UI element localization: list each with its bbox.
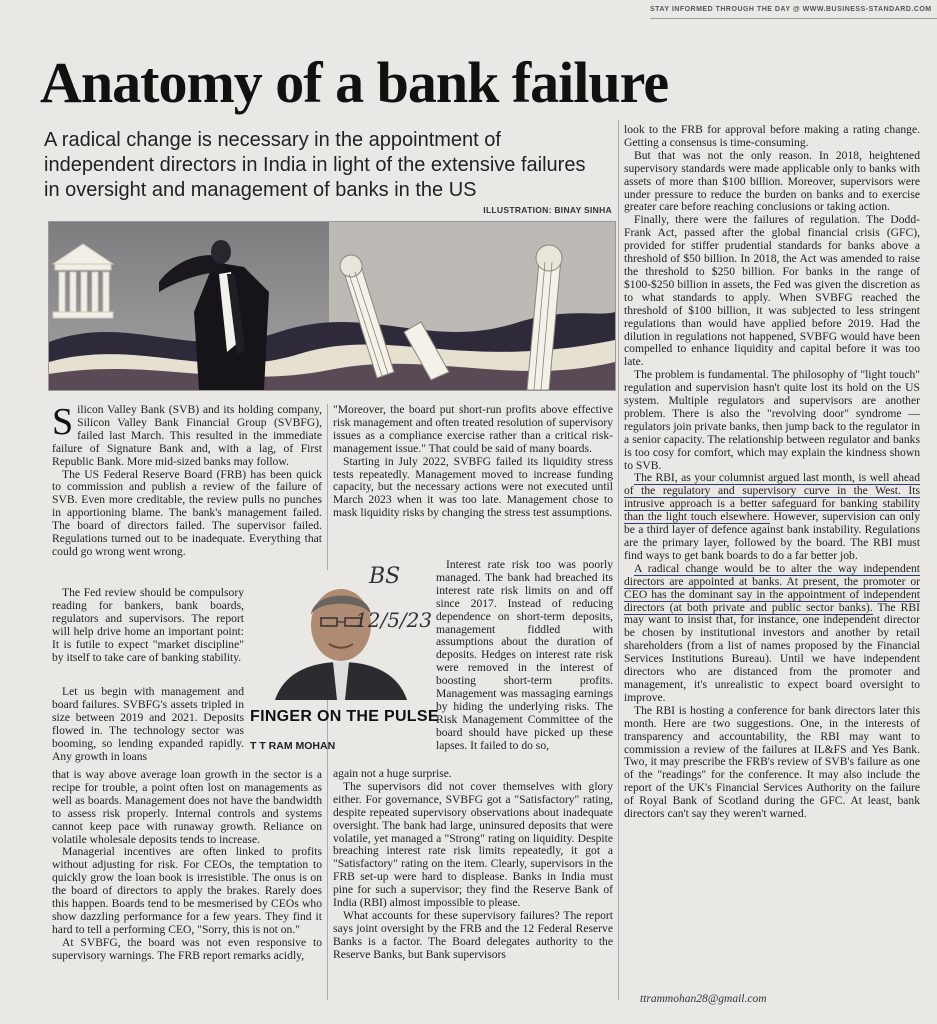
paragraph: But that was not the only reason. In 2018, heightened supervisory standards were made applicable only to banks with assets of more than $100 billion. Moreover, supervisors were under pressure to reduce the burden on banks and to exercise greater care before reaching conclusions or taking action. xyxy=(624,148,920,214)
article-column-3 xyxy=(624,124,920,821)
paragraph: ilicon Valley Bank (SVB) and its holding company, Silicon Valley Bank Financial Group (SVBFG), failed last March. This resulted in the immediate failure of Signature Bank and, with a lag, of First Republic Bank. More mid-sized banks may follow. xyxy=(52,403,322,468)
paragraph: What accounts for these supervisory failures? The report says joint oversight by the FRB and the 12 Federal Reserve Banks is a factor. The Board delegates authority to the Reserve Banks, but Bank supervisors xyxy=(333,908,613,961)
illustration-credit: ILLUSTRATION: BINAY SINHA xyxy=(483,205,612,215)
author-byline: T T RAM MOHAN xyxy=(250,740,336,752)
paragraph: look to the FRB for approval before making a rating change. Getting a consensus is time-consuming. xyxy=(624,123,920,149)
paragraph xyxy=(624,563,920,705)
paragraph: "Moreover, the board put short-run profits above effective risk management and often treated resolution of supervisory issues as a compliance exercise rather than a critical risk-management issue." That could be said of many boards. xyxy=(333,403,613,455)
paragraph xyxy=(624,472,920,562)
paragraph: that is way above average loan growth in the sector is a recipe for trouble, a point often lost on managements as well as boards. Management does not have the bandwidth to assess risk properly. Internal controls and systems cannot keep pace with runaway growth. Reliance on volatile wholesale deposits tends to increase. xyxy=(52,768,322,846)
paragraph: The supervisors did not cover themselves with glory either. For governance, SVBFG got a "Satisfactory" rating, despite repeated supervisory observations about inadequate oversight. The bank had large, uninsured deposits that were volatile, yet managed a "Strong" rating on liquidity. Despite breaching interest rate risk limits repeatedly, it got a "Satisfactory" rating on the item. Clearly, supervisors in the FRB set-up were hard to displease. Banks in India must pine for such a supervisor; they find the Reserve Bank of India (RBI) almost impossible to please. xyxy=(333,779,613,910)
article-column-1-bottom xyxy=(52,769,322,963)
paragraph: The US Federal Reserve Board (FRB) has been quick to commission and publish a review of the failure of SVB. Even more creditable, the review pulls no punches in apportioning blame. The bank's management failed. The board of directors failed. The supervisor failed. Regulations turned out to be inadequate. Everything that could go wrong went wrong. xyxy=(52,467,322,558)
article-deck: A radical change is necessary in the appointment of independent directors in India in light of the extensive failures in oversight and management of banks in the US xyxy=(44,129,586,201)
article-column-1-narrow-2 xyxy=(52,686,244,763)
paragraph-continued: The RBI may want to insist that, for instance, one independent director be chosen by institutional investors and another by retail shareholders (from a list of names proposed by the Financial Services Institutions Bureau). Until we have independent directors who are distanced from the promoter and management, it's unrealistic to expect board oversight to improve. xyxy=(624,600,920,704)
article-column-1-narrow xyxy=(52,587,244,664)
column-name: FINGER ON THE PULSE xyxy=(250,708,439,725)
paragraph: The Fed review should be compulsory reading for bankers, bank boards, regulators and supervisors. The report will help drive home an important point: It is futile to expect "market discipline" by itself to take care of banking stability. xyxy=(52,586,244,664)
paragraph: Finally, there were the failures of regulation. The Dodd-Frank Act, passed after the global financial crisis (GFC), provided for stiffer prudential standards for banks above a threshold of $50 billion. In 2018, the Act was amended to raise the threshold to $250 billion. For banks in the range of $100-$250 billion in assets, the Fed was given the discretion as to what standards to apply. When SVBFG reached the threshold of $100 billion, it was subjected to less stringent regulations than would have applied before 2019. Had the dilution in regulations not happened, SVBFG would have been compelled to enhance liquidity and capital before it was too late. xyxy=(624,213,920,369)
page-title: Anatomy of a bank failure xyxy=(40,50,669,115)
paragraph-continued: However, supervision can only be a third layer of defence against bank instability. Regulations are the primary layer, followed by the board. The RBI must find ways to get bank boards to do a far better job. xyxy=(624,510,921,562)
article-column-2-narrow xyxy=(436,559,613,753)
paragraph: Managerial incentives are often linked to profits without adjusting for risk. For CEOs, the temptation to quickly grow the loan book is irresistible. The onus is on the board of directors to apply the brakes. Rarely does this happen. Boards tend to be mesmerised by CEOs who show dazzling performance for a few years. They find it hard to tell a performing CEO, "Sorry, this is not on." xyxy=(52,845,322,936)
article-column-2-bottom xyxy=(333,768,613,962)
article-illustration xyxy=(48,221,616,391)
bank-pillars-illustration-icon xyxy=(49,222,615,390)
underlined-passage: A radical change would be to alter the way independent directors are appointed at banks. At present, the promoter or CEO has the dominant say in the appointment of independent directors (at both private and public sector banks). xyxy=(624,561,920,614)
handwritten-note xyxy=(355,564,435,644)
paragraph: Let us begin with management and board failures. SVBFG's assets tripled in size between 2019 and 2021. Deposits flowed in. The technology sector was booming, so lending expanded rapidly. Any growth in loans xyxy=(52,685,244,763)
underlined-passage: The RBI, as your columnist argued last month, is well ahead of the regulatory and supervisory curve in the West. Its intrusive approach is a better safeguard for banking stability than the light touch elsewhere. xyxy=(624,471,920,524)
hand-date: 12/5/23 xyxy=(355,608,433,632)
column-rule xyxy=(618,120,619,1000)
drop-cap: S xyxy=(52,401,74,443)
paragraph: Starting in July 2022, SVBFG failed its liquidity stress tests repeatedly. Management moved to increase funding capacity, but the necessary actions were not executed until March 2023 when it was too late. Management chose to mask liquidity risks by changing the stress test assumptions. xyxy=(333,454,613,520)
paragraph: The problem is fundamental. The philosophy of "light touch" regulation and supervision hasn't quite lost its hold on the US system. Multiple regulators and supervisors are another problem. There is also the "revolving door" syndrome — regulators join private banks, then jump back to the regulator in a senior capacity. The relationship between regulator and banks is too cosy for comfort, which may explain the kindness shown to SVB. xyxy=(624,368,920,472)
column-rule xyxy=(327,404,328,1000)
article-column-1 xyxy=(52,401,322,559)
article-column-2 xyxy=(333,404,613,520)
author-email: ttrammohan28@gmail.com xyxy=(640,993,767,1005)
masthead-strip: STAY INFORMED THROUGH THE DAY @ WWW.BUSINESS-STANDARD.COM xyxy=(650,6,937,19)
paragraph: At SVBFG, the board was not even responsive to supervisory warnings. The FRB report remarks acidly, xyxy=(52,935,322,962)
paragraph: The RBI is hosting a conference for bank directors later this month. Here are two suggestions. One, in the interests of transparency and accountability, the RBI may want to commission a review of the failures at IL&FS and Yes Bank. Two, it may prescribe the FRB's review of SVB's failure as one of the "readings" for the conference. It may also include the report of the UK's Financial Services Authority on the failure of Royal Bank of Scotland during the GFC. At least, bank directors can't say they weren't warned. xyxy=(624,703,920,821)
paragraph: Interest rate risk too was poorly managed. The bank had breached its interest rate risk limits on and off since 2017. Instead of reducing dependence on short-term deposits, management fiddled with assumptions about the duration of deposits. Hedges on interest rate risk were removed in the interest of boosting short-term profits. Management was massaging earnings by hiding the underlying risks. The Risk Management Committee of the board should have picked up these lapses. It failed to do so, xyxy=(436,558,613,752)
paragraph: again not a huge surprise. xyxy=(333,767,452,780)
hand-initials: BS xyxy=(369,564,401,589)
